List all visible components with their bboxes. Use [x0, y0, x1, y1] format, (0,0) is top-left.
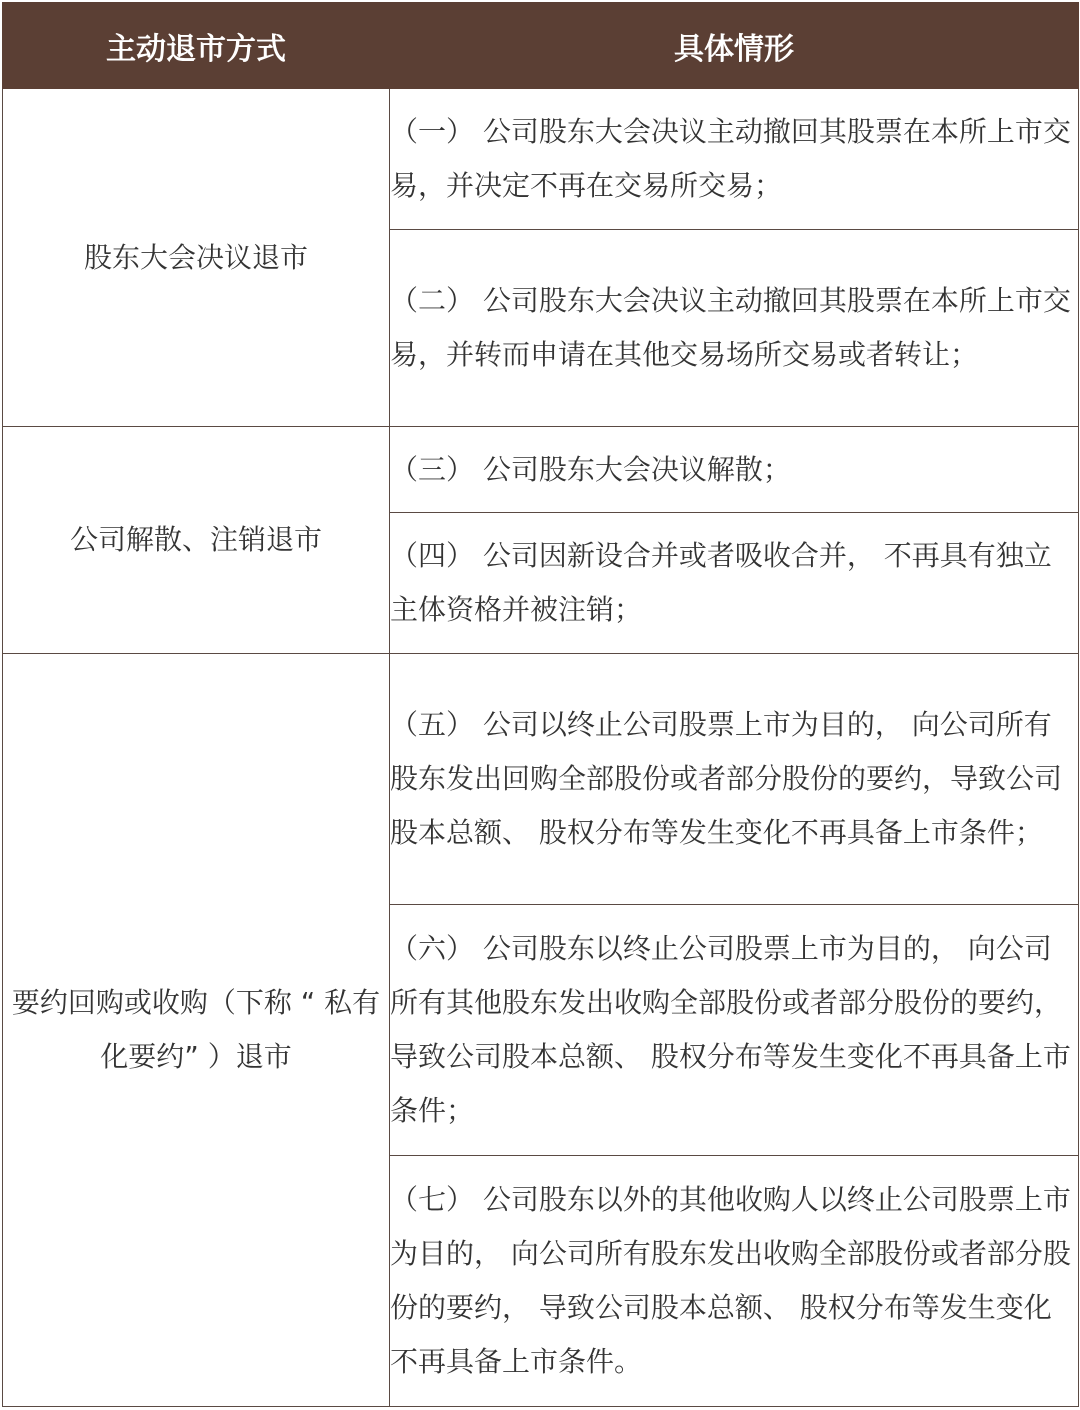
table-row: [3, 427, 1079, 513]
header-details: 具体情形: [390, 3, 1079, 89]
case-cell-2: （二） 公司股东大会决议主动撤回其股票在本所上市交易，并转而申请在其他交易场所交易或者转让；: [390, 230, 1079, 427]
table-row: [3, 654, 1079, 905]
case-cell-4: （四） 公司因新设合并或者吸收合并， 不再具有独立主体资格并被注销；: [390, 513, 1079, 654]
case-cell-3: （三） 公司股东大会决议解散；: [390, 427, 1079, 513]
method-cell-dissolution: 公司解散、注销退市: [3, 427, 390, 654]
method-cell-shareholder-resolution: 股东大会决议退市: [3, 89, 390, 427]
case-cell-5: （五） 公司以终止公司股票上市为目的， 向公司所有股东发出回购全部股份或者部分股份的要约，导致公司股本总额、 股权分布等发生变化不再具备上市条件；: [390, 654, 1079, 905]
table-header-row: [3, 3, 1079, 89]
method-cell-privatization-offer: 要约回购或收购（下称 “ 私有化要约” ）退市: [3, 654, 390, 1407]
case-cell-7: （七） 公司股东以外的其他收购人以终止公司股票上市为目的， 向公司所有股东发出收购全部股份或者部分股份的要约， 导致公司股本总额、 股权分布等发生变化不再具备上市条件。: [390, 1156, 1079, 1407]
case-cell-1: （一） 公司股东大会决议主动撤回其股票在本所上市交易，并决定不再在交易所交易；: [390, 89, 1079, 230]
table-row: [3, 89, 1079, 230]
case-cell-6: （六） 公司股东以终止公司股票上市为目的， 向公司所有其他股东发出收购全部股份或者部分股份的要约， 导致公司股本总额、 股权分布等发生变化不再具备上市条件；: [390, 905, 1079, 1156]
header-method: 主动退市方式: [3, 3, 390, 89]
delisting-methods-table: [2, 2, 1079, 1407]
